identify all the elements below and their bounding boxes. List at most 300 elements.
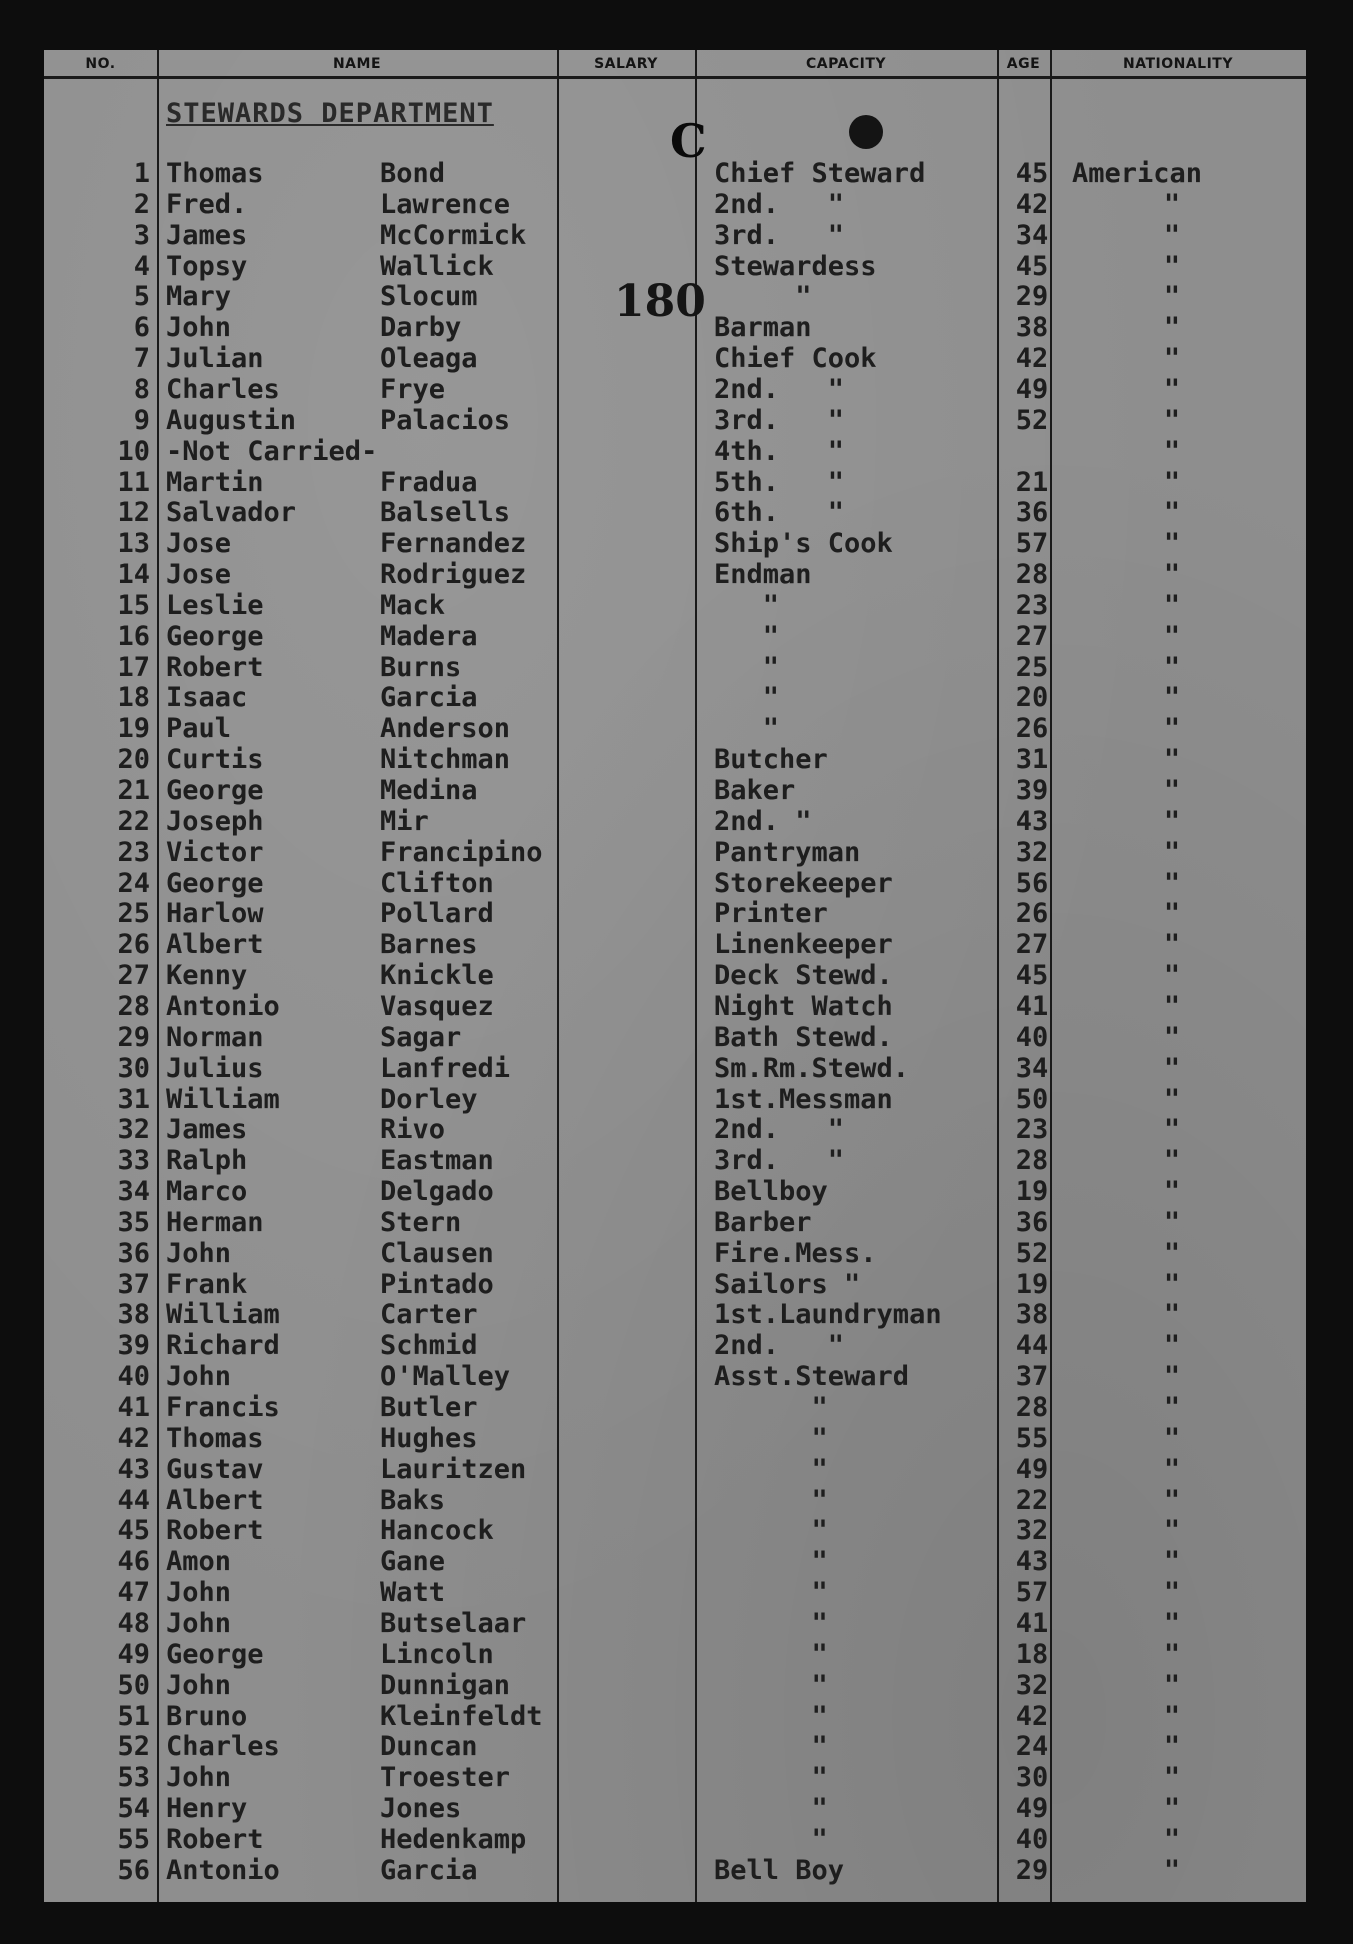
table-row: [44, 1454, 1306, 1485]
age: 42: [1015, 343, 1049, 375]
age: 32: [1015, 1669, 1049, 1701]
last-name: Schmid: [380, 1330, 478, 1362]
row-number: 40: [117, 1361, 150, 1393]
first-name: Victor: [166, 836, 264, 868]
age: 49: [1015, 1453, 1049, 1485]
last-name: Pintado: [380, 1268, 494, 1300]
first-name: Norman: [166, 1021, 264, 1053]
row-number: 27: [117, 960, 150, 992]
nationality: ": [1163, 1422, 1181, 1454]
capacity: Stewardess: [714, 250, 877, 282]
row-number: 39: [117, 1330, 150, 1362]
last-name: Madera: [380, 620, 478, 652]
nationality: ": [1163, 929, 1181, 961]
table-row: [44, 220, 1306, 251]
nationality: ": [1163, 1021, 1181, 1053]
first-name: Henry: [166, 1793, 248, 1825]
first-name: Julian: [166, 343, 264, 375]
first-name: Topsy: [166, 250, 248, 282]
capacity: Sm.Rm.Stewd.: [714, 1052, 910, 1084]
first-name: Curtis: [166, 744, 264, 776]
nationality: ": [1163, 1237, 1181, 1269]
nationality: ": [1163, 1484, 1181, 1516]
first-name: John: [166, 1762, 232, 1794]
table-row: [44, 1855, 1306, 1886]
last-name: Rivo: [380, 1114, 446, 1146]
last-name: Carter: [380, 1299, 478, 1331]
last-name: Frye: [380, 373, 446, 405]
last-name: Clausen: [380, 1237, 494, 1269]
first-name: George: [166, 775, 264, 806]
first-name: Amon: [166, 1546, 232, 1578]
last-name: Watt: [380, 1577, 446, 1609]
first-name: Ralph: [166, 1145, 248, 1177]
nationality: ": [1163, 1515, 1181, 1547]
last-name: Slocum: [380, 281, 478, 313]
capacity: ": [714, 1546, 828, 1578]
nationality: ": [1163, 281, 1181, 313]
ink-blot: [849, 115, 883, 149]
row-number: 20: [117, 744, 150, 776]
capacity: ": [714, 281, 812, 313]
row-number: 28: [117, 990, 150, 1022]
capacity: Linenkeeper: [714, 929, 893, 961]
capacity: 5th. ": [714, 466, 845, 498]
age: 22: [1015, 1484, 1049, 1516]
last-name: Medina: [380, 775, 478, 806]
first-name: Richard: [166, 1330, 280, 1362]
capacity: 1st.Messman: [714, 1083, 893, 1115]
last-name: Lincoln: [380, 1638, 494, 1670]
row-number: 5: [133, 281, 150, 313]
last-name: Palacios: [380, 404, 511, 436]
capacity: ": [714, 1638, 828, 1670]
capacity: Endman: [714, 559, 812, 591]
capacity: Ship's Cook: [714, 528, 893, 560]
nationality: ": [1163, 1453, 1181, 1485]
capacity: Night Watch: [714, 990, 893, 1022]
row-number: 8: [133, 373, 150, 405]
first-name: Thomas: [166, 158, 264, 189]
header-nationality: NATIONALITY: [1123, 56, 1233, 72]
age: 26: [1015, 898, 1049, 930]
row-number: 35: [117, 1206, 150, 1238]
capacity: ": [714, 651, 780, 683]
last-name: Hughes: [380, 1422, 478, 1454]
first-name: George: [166, 620, 264, 652]
row-number: 48: [117, 1607, 150, 1639]
last-name: Hedenkamp: [380, 1823, 527, 1855]
last-name: Garcia: [380, 1854, 478, 1886]
capacity: 2nd. ": [714, 805, 812, 837]
table-row: [44, 1361, 1306, 1392]
table-row: [44, 1084, 1306, 1115]
age: 31: [1015, 744, 1049, 776]
table-row: [44, 497, 1306, 528]
first-name: Robert: [166, 1823, 264, 1855]
row-number: 32: [117, 1114, 150, 1146]
capacity: ": [714, 1484, 828, 1516]
nationality: ": [1163, 1145, 1181, 1177]
nationality: ": [1163, 1762, 1181, 1794]
nationality: ": [1163, 1299, 1181, 1331]
nationality: ": [1163, 1268, 1181, 1300]
nationality: ": [1163, 651, 1181, 683]
last-name: Rodriguez: [380, 559, 527, 591]
nationality: ": [1163, 343, 1181, 375]
capacity: Chief Cook: [714, 343, 877, 375]
row-number: 7: [133, 343, 150, 375]
capacity: Barman: [714, 312, 812, 344]
first-name: Joseph: [166, 805, 264, 837]
row-number: 56: [117, 1854, 150, 1886]
table-row: [44, 775, 1306, 806]
nationality: ": [1163, 250, 1181, 282]
first-name: William: [166, 1299, 280, 1331]
first-name: William: [166, 1083, 280, 1115]
age: 27: [1015, 929, 1049, 961]
handwritten-mark: C: [670, 114, 707, 168]
table-row: [44, 528, 1306, 559]
table-row: [44, 868, 1306, 899]
last-name: Knickle: [380, 960, 494, 992]
first-name: Robert: [166, 1515, 264, 1547]
capacity: ": [714, 1793, 828, 1825]
nationality: ": [1163, 1176, 1181, 1208]
nationality: ": [1163, 1083, 1181, 1115]
age: 44: [1015, 1330, 1049, 1362]
nationality: ": [1163, 1330, 1181, 1362]
age: 45: [1015, 250, 1049, 282]
capacity: ": [714, 1823, 828, 1855]
capacity: Fire.Mess.: [714, 1237, 877, 1269]
last-name: Lauritzen: [380, 1453, 527, 1485]
last-name: Anderson: [380, 713, 511, 745]
last-name: Bond: [380, 158, 446, 189]
first-name: Antonio: [166, 1854, 280, 1886]
nationality: ": [1163, 1206, 1181, 1238]
table-row: [44, 1145, 1306, 1176]
nationality: ": [1163, 713, 1181, 745]
age: 57: [1015, 1577, 1049, 1609]
last-name: O'Malley: [380, 1361, 511, 1393]
first-name: Jose: [166, 559, 232, 591]
first-name: Leslie: [166, 589, 264, 621]
age: 24: [1015, 1731, 1049, 1763]
age: 40: [1015, 1823, 1049, 1855]
table-row: [44, 960, 1306, 991]
row-number: 33: [117, 1145, 150, 1177]
row-number: 55: [117, 1823, 150, 1855]
row-number: 37: [117, 1268, 150, 1300]
nationality: ": [1163, 1854, 1181, 1886]
nationality: ": [1163, 836, 1181, 868]
capacity: ": [714, 1515, 828, 1547]
first-name: John: [166, 1361, 232, 1393]
first-name: Mary: [166, 281, 232, 313]
last-name: Vasquez: [380, 990, 494, 1022]
nationality: ": [1163, 1392, 1181, 1423]
nationality: ": [1163, 559, 1181, 591]
last-name: Eastman: [380, 1145, 494, 1177]
last-name: Darby: [380, 312, 462, 344]
row-number: 43: [117, 1453, 150, 1485]
nationality: ": [1163, 744, 1181, 776]
last-name: Balsells: [380, 497, 511, 529]
row-number: 41: [117, 1392, 150, 1423]
section-title: STEWARDS DEPARTMENT: [166, 98, 494, 129]
capacity: Chief Steward: [714, 158, 926, 189]
table-row: [44, 343, 1306, 374]
row-number: 29: [117, 1021, 150, 1053]
row-number: 16: [117, 620, 150, 652]
last-name: Lanfredi: [380, 1052, 511, 1084]
nationality: ": [1163, 497, 1181, 529]
last-name: Mack: [380, 589, 446, 621]
capacity: 4th. ": [714, 435, 845, 467]
table-row: [44, 281, 1306, 312]
nationality: ": [1163, 1823, 1181, 1855]
nationality: American: [1072, 158, 1203, 189]
age: 23: [1015, 589, 1049, 621]
age: 52: [1015, 1237, 1049, 1269]
first-name: Fred.: [166, 188, 248, 220]
last-name: Stern: [380, 1206, 462, 1238]
row-number: 10: [117, 435, 150, 467]
row-number: 9: [133, 404, 150, 436]
row-number: 30: [117, 1052, 150, 1084]
capacity: Asst.Steward: [714, 1361, 910, 1393]
last-name: McCormick: [380, 219, 527, 251]
capacity: ": [714, 713, 780, 745]
table-row: [44, 1824, 1306, 1855]
capacity: 2nd. ": [714, 1114, 845, 1146]
table-row: [44, 1546, 1306, 1577]
capacity: Deck Stewd.: [714, 960, 893, 992]
capacity: Butcher: [714, 744, 828, 776]
table-row: [44, 1114, 1306, 1145]
last-name: Burns: [380, 651, 462, 683]
last-name: Delgado: [380, 1176, 494, 1208]
age: 29: [1015, 281, 1049, 313]
nationality: ": [1163, 1731, 1181, 1763]
age: 27: [1015, 620, 1049, 652]
last-name: Garcia: [380, 682, 478, 714]
nationality: ": [1163, 898, 1181, 930]
capacity: Bath Stewd.: [714, 1021, 893, 1053]
table-row: [44, 621, 1306, 652]
nationality: ": [1163, 528, 1181, 560]
row-number: 54: [117, 1793, 150, 1825]
table-row: [44, 189, 1306, 220]
age: 39: [1015, 775, 1049, 806]
nationality: ": [1163, 404, 1181, 436]
capacity: 2nd. ": [714, 1330, 845, 1362]
table-row: [44, 1701, 1306, 1732]
table-row: [44, 713, 1306, 744]
age: 36: [1015, 497, 1049, 529]
capacity: 2nd. ": [714, 373, 845, 405]
age: 37: [1015, 1361, 1049, 1393]
last-name: Dorley: [380, 1083, 478, 1115]
row-number: 24: [117, 867, 150, 899]
nationality: ": [1163, 1669, 1181, 1701]
nationality: ": [1163, 1361, 1181, 1393]
capacity: ": [714, 1762, 828, 1794]
row-number: 12: [117, 497, 150, 529]
nationality: ": [1163, 312, 1181, 344]
first-name: -Not Carried-: [166, 435, 378, 467]
capacity: 3rd. ": [714, 1145, 845, 1177]
nationality: ": [1163, 1114, 1181, 1146]
age: 38: [1015, 312, 1049, 344]
row-number: 47: [117, 1577, 150, 1609]
age: 19: [1015, 1268, 1049, 1300]
age: 34: [1015, 1052, 1049, 1084]
age: 45: [1015, 960, 1049, 992]
table-row: [44, 929, 1306, 960]
capacity: ": [714, 1607, 828, 1639]
row-number: 44: [117, 1484, 150, 1516]
table-row: [44, 1608, 1306, 1639]
nationality: ": [1163, 960, 1181, 992]
first-name: Jose: [166, 528, 232, 560]
row-number: 36: [117, 1237, 150, 1269]
table-row: [44, 1762, 1306, 1793]
capacity: 2nd. ": [714, 188, 845, 220]
capacity: ": [714, 1577, 828, 1609]
first-name: Julius: [166, 1052, 264, 1084]
row-number: 6: [133, 312, 150, 344]
first-name: Herman: [166, 1206, 264, 1238]
capacity: 3rd. ": [714, 219, 845, 251]
nationality: ": [1163, 435, 1181, 467]
first-name: John: [166, 1577, 232, 1609]
first-name: James: [166, 1114, 248, 1146]
row-number: 15: [117, 589, 150, 621]
age: 21: [1015, 466, 1049, 498]
capacity: ": [714, 1700, 828, 1732]
row-number: 4: [133, 250, 150, 282]
age: 25: [1015, 651, 1049, 683]
row-number: 19: [117, 713, 150, 745]
nationality: ": [1163, 990, 1181, 1022]
nationality: ": [1163, 620, 1181, 652]
capacity: 3rd. ": [714, 404, 845, 436]
age: 55: [1015, 1422, 1049, 1454]
age: 43: [1015, 1546, 1049, 1578]
capacity: Barber: [714, 1206, 812, 1238]
age: 32: [1015, 1515, 1049, 1547]
age: 20: [1015, 682, 1049, 714]
page-number-stamp: 180: [614, 276, 706, 327]
age: 41: [1015, 1607, 1049, 1639]
row-number: 34: [117, 1176, 150, 1208]
table-row: [44, 1639, 1306, 1670]
row-number: 49: [117, 1638, 150, 1670]
table-row: [44, 1207, 1306, 1238]
first-name: Francis: [166, 1392, 280, 1423]
capacity: ": [714, 620, 780, 652]
first-name: John: [166, 312, 232, 344]
last-name: Pollard: [380, 898, 494, 930]
nationality: ": [1163, 682, 1181, 714]
first-name: Frank: [166, 1268, 248, 1300]
first-name: Albert: [166, 1484, 264, 1516]
table-row: [44, 1515, 1306, 1546]
age: 29: [1015, 1854, 1049, 1886]
document-page: [44, 50, 1306, 1902]
header-age: AGE: [1006, 56, 1041, 72]
age: 38: [1015, 1299, 1049, 1331]
capacity: Baker: [714, 775, 796, 806]
nationality: ": [1163, 1577, 1181, 1609]
table-row: [44, 1176, 1306, 1207]
row-number: 11: [117, 466, 150, 498]
age: 32: [1015, 836, 1049, 868]
table-row: [44, 559, 1306, 590]
table-row: [44, 1269, 1306, 1300]
age: 28: [1015, 1392, 1049, 1423]
first-name: John: [166, 1607, 232, 1639]
last-name: Barnes: [380, 929, 478, 961]
last-name: Francipino: [380, 836, 543, 868]
nationality: ": [1163, 805, 1181, 837]
first-name: James: [166, 219, 248, 251]
age: 49: [1015, 373, 1049, 405]
capacity: Sailors ": [714, 1268, 861, 1300]
nationality: ": [1163, 589, 1181, 621]
last-name: Butselaar: [380, 1607, 527, 1639]
last-name: Fradua: [380, 466, 478, 498]
age: 45: [1015, 158, 1049, 189]
table-row: [44, 1423, 1306, 1454]
table-row: [44, 1485, 1306, 1516]
capacity: Pantryman: [714, 836, 861, 868]
first-name: Kenny: [166, 960, 248, 992]
table-row: [44, 1022, 1306, 1053]
age: 18: [1015, 1638, 1049, 1670]
age: 50: [1015, 1083, 1049, 1115]
first-name: John: [166, 1237, 232, 1269]
table-row: [44, 991, 1306, 1022]
row-number: 22: [117, 805, 150, 837]
age: 43: [1015, 805, 1049, 837]
last-name: Nitchman: [380, 744, 511, 776]
table-row: [44, 806, 1306, 837]
nationality: ": [1163, 466, 1181, 498]
capacity: Bellboy: [714, 1176, 828, 1208]
table-row: [44, 652, 1306, 683]
table-row: [44, 405, 1306, 436]
last-name: Gane: [380, 1546, 446, 1578]
first-name: Augustin: [166, 404, 297, 436]
row-number: 31: [117, 1083, 150, 1115]
age: 49: [1015, 1793, 1049, 1825]
last-name: Kleinfeldt: [380, 1700, 543, 1732]
first-name: Charles: [166, 373, 280, 405]
age: 42: [1015, 1700, 1049, 1732]
capacity: ": [714, 682, 780, 714]
last-name: Butler: [380, 1392, 478, 1423]
first-name: Harlow: [166, 898, 264, 930]
first-name: George: [166, 1638, 264, 1670]
nationality: ": [1163, 1700, 1181, 1732]
row-number: 52: [117, 1731, 150, 1763]
first-name: Marco: [166, 1176, 248, 1208]
table-row: [44, 898, 1306, 929]
capacity: Bell Boy: [714, 1854, 845, 1886]
